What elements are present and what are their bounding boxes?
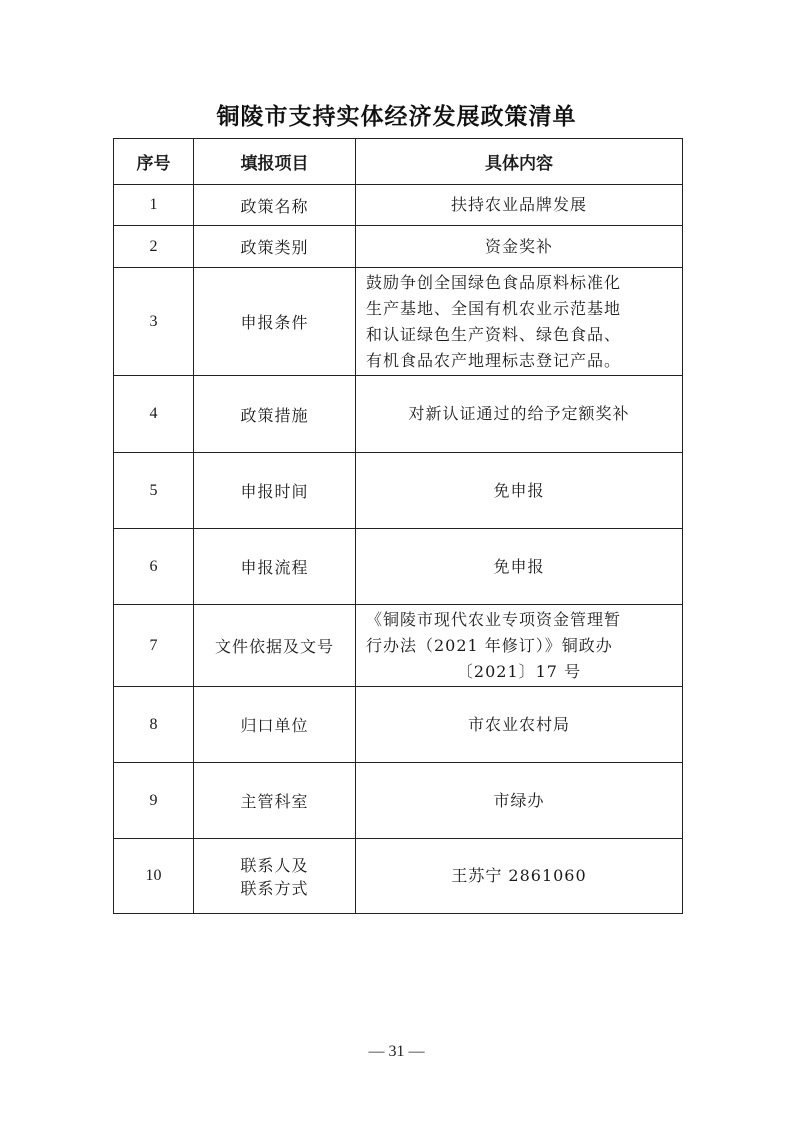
row-item: 政策类别 [194,226,356,268]
row-item [194,839,356,914]
row-number: 4 [114,376,194,453]
table-row [114,529,683,605]
row-number: 3 [114,268,194,376]
row-item: 申报时间 [194,453,356,529]
content-line: 和认证绿色生产资料、绿色食品、 [366,324,622,344]
content-line: 生产基地、全国有机农业示范基地 [366,298,622,318]
row-item: 文件依据及文号 [194,605,356,687]
row-number: 1 [114,185,194,226]
content-line: 鼓励争创全国绿色食品原料标准化 [366,272,622,292]
content-line: 有机食品农产地理标志登记产品。 [366,350,622,370]
header-item: 填报项目 [194,139,356,185]
row-number: 9 [114,763,194,839]
page-title: 铜陵市支持实体经济发展政策清单 [216,103,577,130]
content-line: 《铜陵市现代农业专项资金管理暂 [366,609,622,629]
table-header-row [114,139,683,185]
table-row [114,185,683,226]
table-row [114,839,683,914]
row-content: 扶持农业品牌发展 [356,185,683,226]
item-line: 联系方式 [240,879,309,898]
row-number: 7 [114,605,194,687]
row-content: 资金奖补 [356,226,683,268]
row-number: 10 [114,839,194,914]
table-row [114,763,683,839]
row-number: 8 [114,687,194,763]
policy-table [113,138,683,914]
table-row [114,226,683,268]
row-content: 免申报 [356,529,683,605]
content-line: 行办法（2021 年修订）》铜政办 [366,635,613,655]
row-number: 5 [114,453,194,529]
header-number: 序号 [114,139,194,185]
row-content [356,268,683,376]
header-content: 具体内容 [356,139,683,185]
page-number: — 31 — [368,1043,425,1060]
table-row [114,268,683,376]
table-row [114,687,683,763]
row-content: 市绿办 [356,763,683,839]
row-content: 市农业农村局 [356,687,683,763]
row-content [356,605,683,687]
row-item: 政策措施 [194,376,356,453]
row-item: 归口单位 [194,687,356,763]
content-line: 〔2021〕17 号 [456,661,582,681]
row-item: 申报条件 [194,268,356,376]
row-item: 政策名称 [194,185,356,226]
row-number: 2 [114,226,194,268]
item-line: 联系人及 [240,856,309,875]
row-number: 6 [114,529,194,605]
row-content: 王苏宁 2861060 [356,839,683,914]
table-row [114,453,683,529]
row-item: 申报流程 [194,529,356,605]
table-row [114,605,683,687]
row-content: 免申报 [356,453,683,529]
row-item: 主管科室 [194,763,356,839]
table-row [114,376,683,453]
row-content: 对新认证通过的给予定额奖补 [356,376,683,453]
